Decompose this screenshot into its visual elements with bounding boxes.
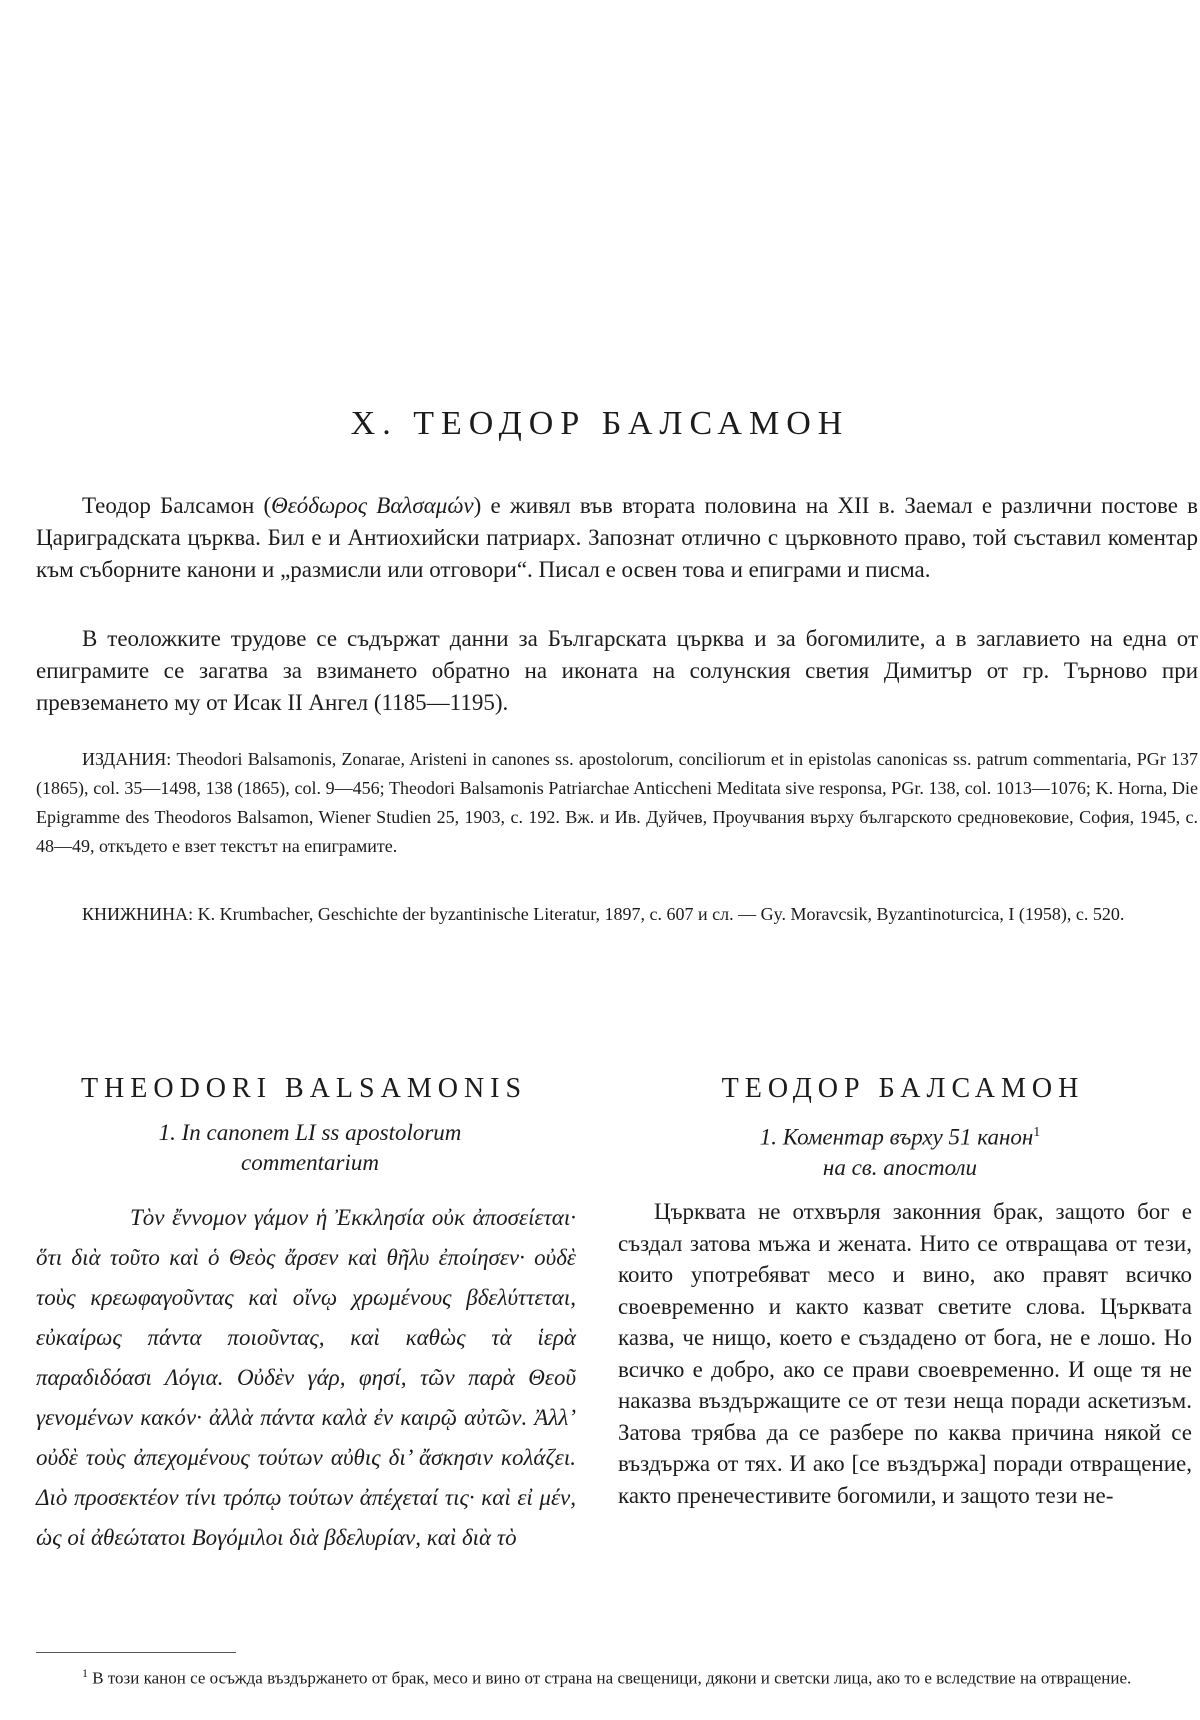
right-subheading-text: 1. Коментар върху 51 канон — [759, 1124, 1034, 1150]
left-column-heading: THEODORI BALSAMONIS — [80, 1073, 528, 1105]
right-subheading-line-2: на св. апостоли — [822, 1154, 978, 1180]
intro-p1-rest: ) е живял във втората половина на XII в. Заемал е различни постове в Цариградската църква. Бил е и Антиохийски патриарх. Запознат отлично с църковното право, той съставил коментар към съборните канони и „размисли или отговори“. Писал е освен това и епиграми и писма. — [36, 493, 1198, 582]
bulgarian-translation-text: Църквата не отхвърля законния брак, защото бог е създал затова мъжа и жената. Нито се отвращава от тези, които употребяват месо и вино, ако правят всичко своевременно и както казват светите слова. Църквата казва, че нищо, което е създадено от бога, не е лошо. Но всичко е добро, ако се прави своевременно. И още тя не наказва въздържащите се от тези неща поради аскетизъм. Затова трябва да се разбере по каква причина някой се въздържа от тях. И ако [се въздържа] поради отвращение, както пренечестивите богомили, и защото тези не- — [618, 1199, 1192, 1508]
right-column-heading: ТЕОДОР БАЛСАМОН — [721, 1073, 1085, 1105]
intro-p1-start: Теодор Балсамон ( — [82, 493, 272, 518]
greek-source-text: Τὸν ἔννομον γάμον ἡ Ἐκκλησία οὐκ ἀποσείεται· ὅτι διὰ τοῦτο καὶ ὁ Θεὸς ἄρσεν καὶ θῆλυ ἐποίησεν· οὐδὲ τοὺς κρεωφαγοῦντας καὶ οἴνῳ χρωμένους βδελύττεται, εὐκαίρως πάντα ποιοῦντας, καὶ καθὼς τὰ ἱερὰ παραδιδόασι Λόγια. Οὐδὲν γάρ, φησί, τῶν παρὰ Θεοῦ γενομένων κακόν· ἀλλὰ πάντα καλὰ ἐν καιρῷ αὐτῶν. Ἀλλ’ οὐδὲ τοὺς ἀπεχομένους τούτων αὐθις δι’ ἄσκησιν κολάζει. Διὸ προσεκτέον τίνι τρόπῳ τούτων ἀπέχεταί τις· καὶ εἰ μέν, ὡς οἱ ἀθεώτατοι Βογόμιλοι διὰ βδελυρίαν, καὶ διὰ τὸ — [36, 1205, 576, 1550]
intro-paragraph-1 — [36, 490, 1198, 586]
footnote-number: 1 — [82, 1666, 88, 1680]
greek-name: Θεόδωρος Βαλσαμών — [271, 493, 474, 518]
editions-label: ИЗДАНИЯ: — [82, 749, 172, 769]
literature-text: K. Krumbacher, Geschichte der byzantinische Literatur, 1897, с. 607 и сл. — Gy. Moravcsik, Byzantinoturcica, I (1958), с. 520. — [193, 904, 1125, 924]
footnote-divider — [36, 1652, 236, 1653]
footnote-marker: 1 — [1033, 1125, 1041, 1140]
footnote-text: В този канон се осъжда въздържането от брак, месо и вино от страна на свещеници, дякони и светски лица, ако то е вследствие на отвращение. — [88, 1668, 1132, 1688]
left-column-subheading — [110, 1118, 510, 1178]
left-subheading-line-2: commentarium — [241, 1150, 379, 1175]
right-subheading-line-1 — [640, 1118, 1160, 1153]
chapter-title: X. ТЕОДОР БАЛСАМОН — [350, 404, 850, 442]
footnote — [36, 1660, 1196, 1692]
literature-section — [36, 900, 1198, 929]
editions-section — [36, 745, 1198, 861]
left-subheading-line-1: 1. In canonem LI ss apostolorum — [158, 1120, 462, 1145]
intro-paragraph-2: В теоложките трудове се съдържат данни за Българската църква и за богомилите, а в заглавието на една от епиграмите се загатва за взимането обратно на иконата на солунския светия Димитър от гр. Търново при превземането му от Исак II Ангел (1185—1195). — [36, 626, 1198, 715]
literature-label: КНИЖНИНА: — [82, 904, 194, 924]
right-column-subheading — [640, 1118, 1160, 1183]
editions-text: Theodori Balsamonis, Zonarae, Aristeni in canones ss. apostolorum, conciliorum et in epistolas canonicas ss. patrum commentaria, PGr 137 (1865), col. 35—1498, 138 (1865), col. 9—456; Theodori Balsamonis Patriarchae Anticcheni Meditata sive responsa, PGr. 138, col. 1013—1076; K. Horna, Die Epigramme des Theodoros Balsamon, Wiener Studien 25, 1903, с. 192. Вж. и Ив. Дуйчев, Проучвания върху българското средновековие, София, 1945, с. 48—49, откъдето е взет текстът на епиграмите. — [36, 749, 1198, 856]
